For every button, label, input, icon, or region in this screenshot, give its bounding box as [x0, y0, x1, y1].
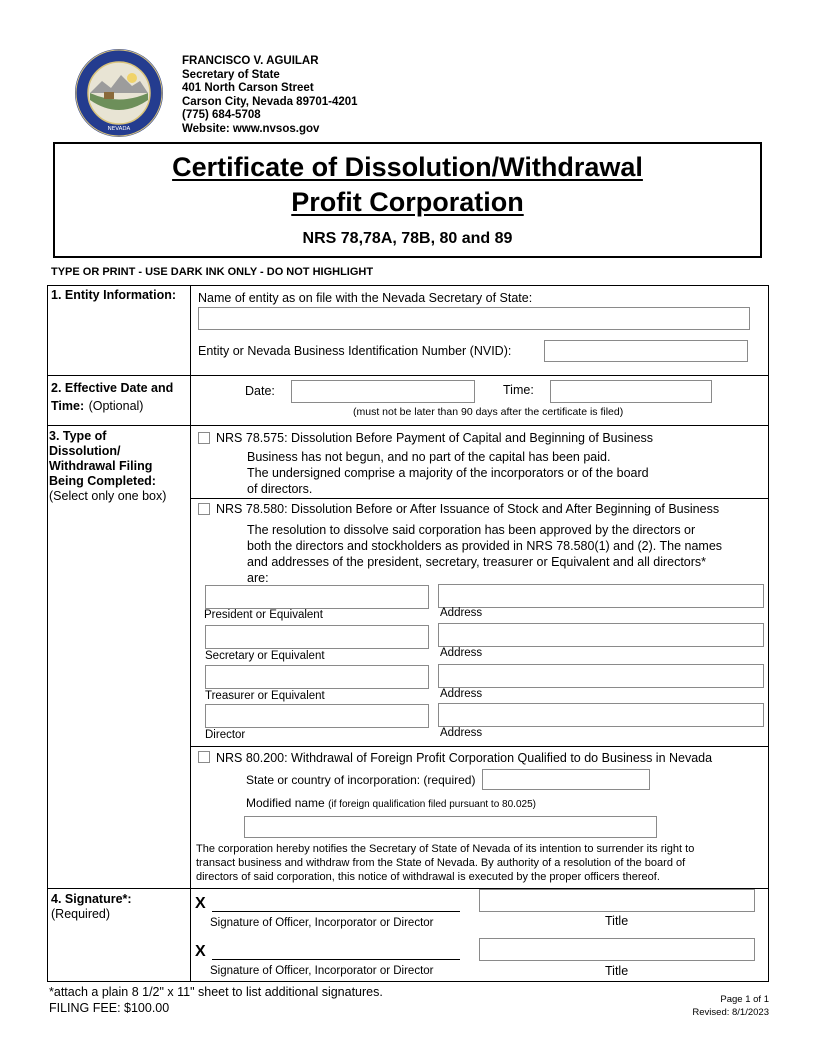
treasurer-label: Treasurer or Equivalent [205, 690, 325, 702]
section2-label: 2. Effective Date and Time: (Optional) [51, 381, 174, 413]
opt-78580-line3: and addresses of the president, secretary, treasurer or Equivalent and all directors* [247, 555, 707, 569]
title1-label: Title [605, 914, 629, 928]
nvid-label: Entity or Nevada Business Identification Number (NVID): [198, 344, 512, 358]
signature1-label: Signature of Officer, Incorporator or Director [210, 917, 434, 929]
signature1-x: X [195, 895, 206, 912]
page-number: Page 1 of 1 [720, 994, 769, 1005]
treasurer-address-label: Address [440, 688, 483, 700]
director-address-input[interactable] [438, 703, 764, 727]
nvid-input[interactable] [544, 340, 748, 362]
signature2-line[interactable] [212, 959, 460, 960]
modified-name-label: Modified name (if foreign qualification filed pursuant to 80.025) [246, 796, 536, 810]
opt-78575-line1: Business has not begun, and no part of the capital has been paid. [247, 450, 611, 464]
opt-78575-checkbox[interactable] [198, 432, 210, 444]
signature2-label: Signature of Officer, Incorporator or Director [210, 965, 434, 977]
opt-78580-line1: The resolution to dissolve said corporation has been approved by the directors or [247, 523, 696, 537]
secretary-address-input[interactable] [438, 623, 764, 647]
opt-78575-line2: The undersigned comprise a majority of the incorporators or of the board [247, 466, 649, 480]
opt-78580-checkbox[interactable] [198, 503, 210, 515]
president-name-input[interactable] [205, 585, 429, 609]
office-title: Secretary of State [182, 69, 280, 81]
svg-text:NEVADA: NEVADA [107, 126, 131, 132]
time-input[interactable] [550, 380, 712, 403]
form-subtitle: Profit Corporation [291, 187, 524, 217]
opt-80200-title: NRS 80.200: Withdrawal of Foreign Profit Corporation Qualified to do Business in Nevada [216, 751, 713, 765]
section4-label: 4. Signature*: (Required) [51, 892, 132, 921]
treasurer-name-input[interactable] [205, 665, 429, 689]
opt-78580-line2: both the directors and stockholders as provided in NRS 78.580(1) and (2). The names [247, 539, 723, 553]
opt-78575-line3: of directors. [247, 482, 313, 496]
time-label: Time: [503, 383, 534, 397]
title1-input[interactable] [479, 889, 755, 912]
opt-78580-title: NRS 78.580: Dissolution Before or After Issuance of Stock and After Beginning of Business [216, 502, 720, 516]
secretary-label: Secretary or Equivalent [205, 650, 325, 662]
city-address: Carson City, Nevada 89701-4201 [182, 96, 358, 108]
title2-label: Title [605, 964, 629, 978]
state-seal [74, 48, 164, 138]
entity-name-label: Name of entity as on file with the Nevada Secretary of State: [198, 291, 533, 305]
statute-reference: NRS 78,78A, 78B, 80 and 89 [302, 230, 513, 247]
director-address-label: Address [440, 727, 483, 739]
director-name-input[interactable] [205, 704, 429, 728]
website: Website: www.nvsos.gov [182, 123, 320, 135]
entity-name-input[interactable] [198, 307, 750, 330]
president-address-label: Address [440, 607, 483, 619]
section3-label: 3. Type of Dissolution/ Withdrawal Filing Being Completed: (Select only one box) [49, 429, 167, 503]
print-instructions: TYPE OR PRINT - USE DARK INK ONLY - DO NOT HIGHLIGHT [51, 266, 374, 278]
withdrawal-notice-line1: The corporation hereby notifies the Secretary of State of Nevada of its intention to surrender its right to [196, 843, 695, 855]
treasurer-address-input[interactable] [438, 664, 764, 688]
secretary-address-label: Address [440, 647, 483, 659]
date-note: (must not be later than 90 days after the certificate is filed) [353, 406, 624, 418]
revised-date: Revised: 8/1/2023 [692, 1007, 769, 1018]
form-title: Certificate of Dissolution/Withdrawal [172, 152, 643, 182]
secretary-name: FRANCISCO V. AGUILAR [182, 55, 319, 67]
state-country-input[interactable] [482, 769, 650, 790]
title-box [53, 142, 762, 258]
title2-input[interactable] [479, 938, 755, 961]
opt-78575-title: NRS 78.575: Dissolution Before Payment of Capital and Beginning of Business [216, 431, 654, 445]
state-country-label: State or country of incorporation: (required) [246, 773, 476, 787]
opt-80200-checkbox[interactable] [198, 751, 210, 763]
date-input[interactable] [291, 380, 475, 403]
director-label: Director [205, 729, 246, 741]
date-label: Date: [245, 384, 275, 398]
signature2-x: X [195, 943, 206, 960]
modified-name-input[interactable] [244, 816, 657, 838]
president-address-input[interactable] [438, 584, 764, 608]
withdrawal-notice-line3: directors of said corporation, this notice of withdrawal is executed by the proper officers thereof. [196, 871, 660, 883]
withdrawal-notice-line2: transact business and withdraw from the State of Nevada. By authority of a resolution of the board of [196, 857, 686, 869]
president-label: President or Equivalent [204, 609, 323, 621]
phone-number: (775) 684-5708 [182, 109, 261, 121]
secretary-name-input[interactable] [205, 625, 429, 649]
filing-fee: FILING FEE: $100.00 [49, 1001, 170, 1015]
street-address: 401 North Carson Street [182, 82, 314, 94]
section1-label: 1. Entity Information: [51, 288, 176, 302]
attach-note: *attach a plain 8 1/2" x 11" sheet to list additional signatures. [49, 985, 383, 999]
opt-78580-line4: are: [247, 571, 269, 585]
signature1-line[interactable] [212, 911, 460, 912]
